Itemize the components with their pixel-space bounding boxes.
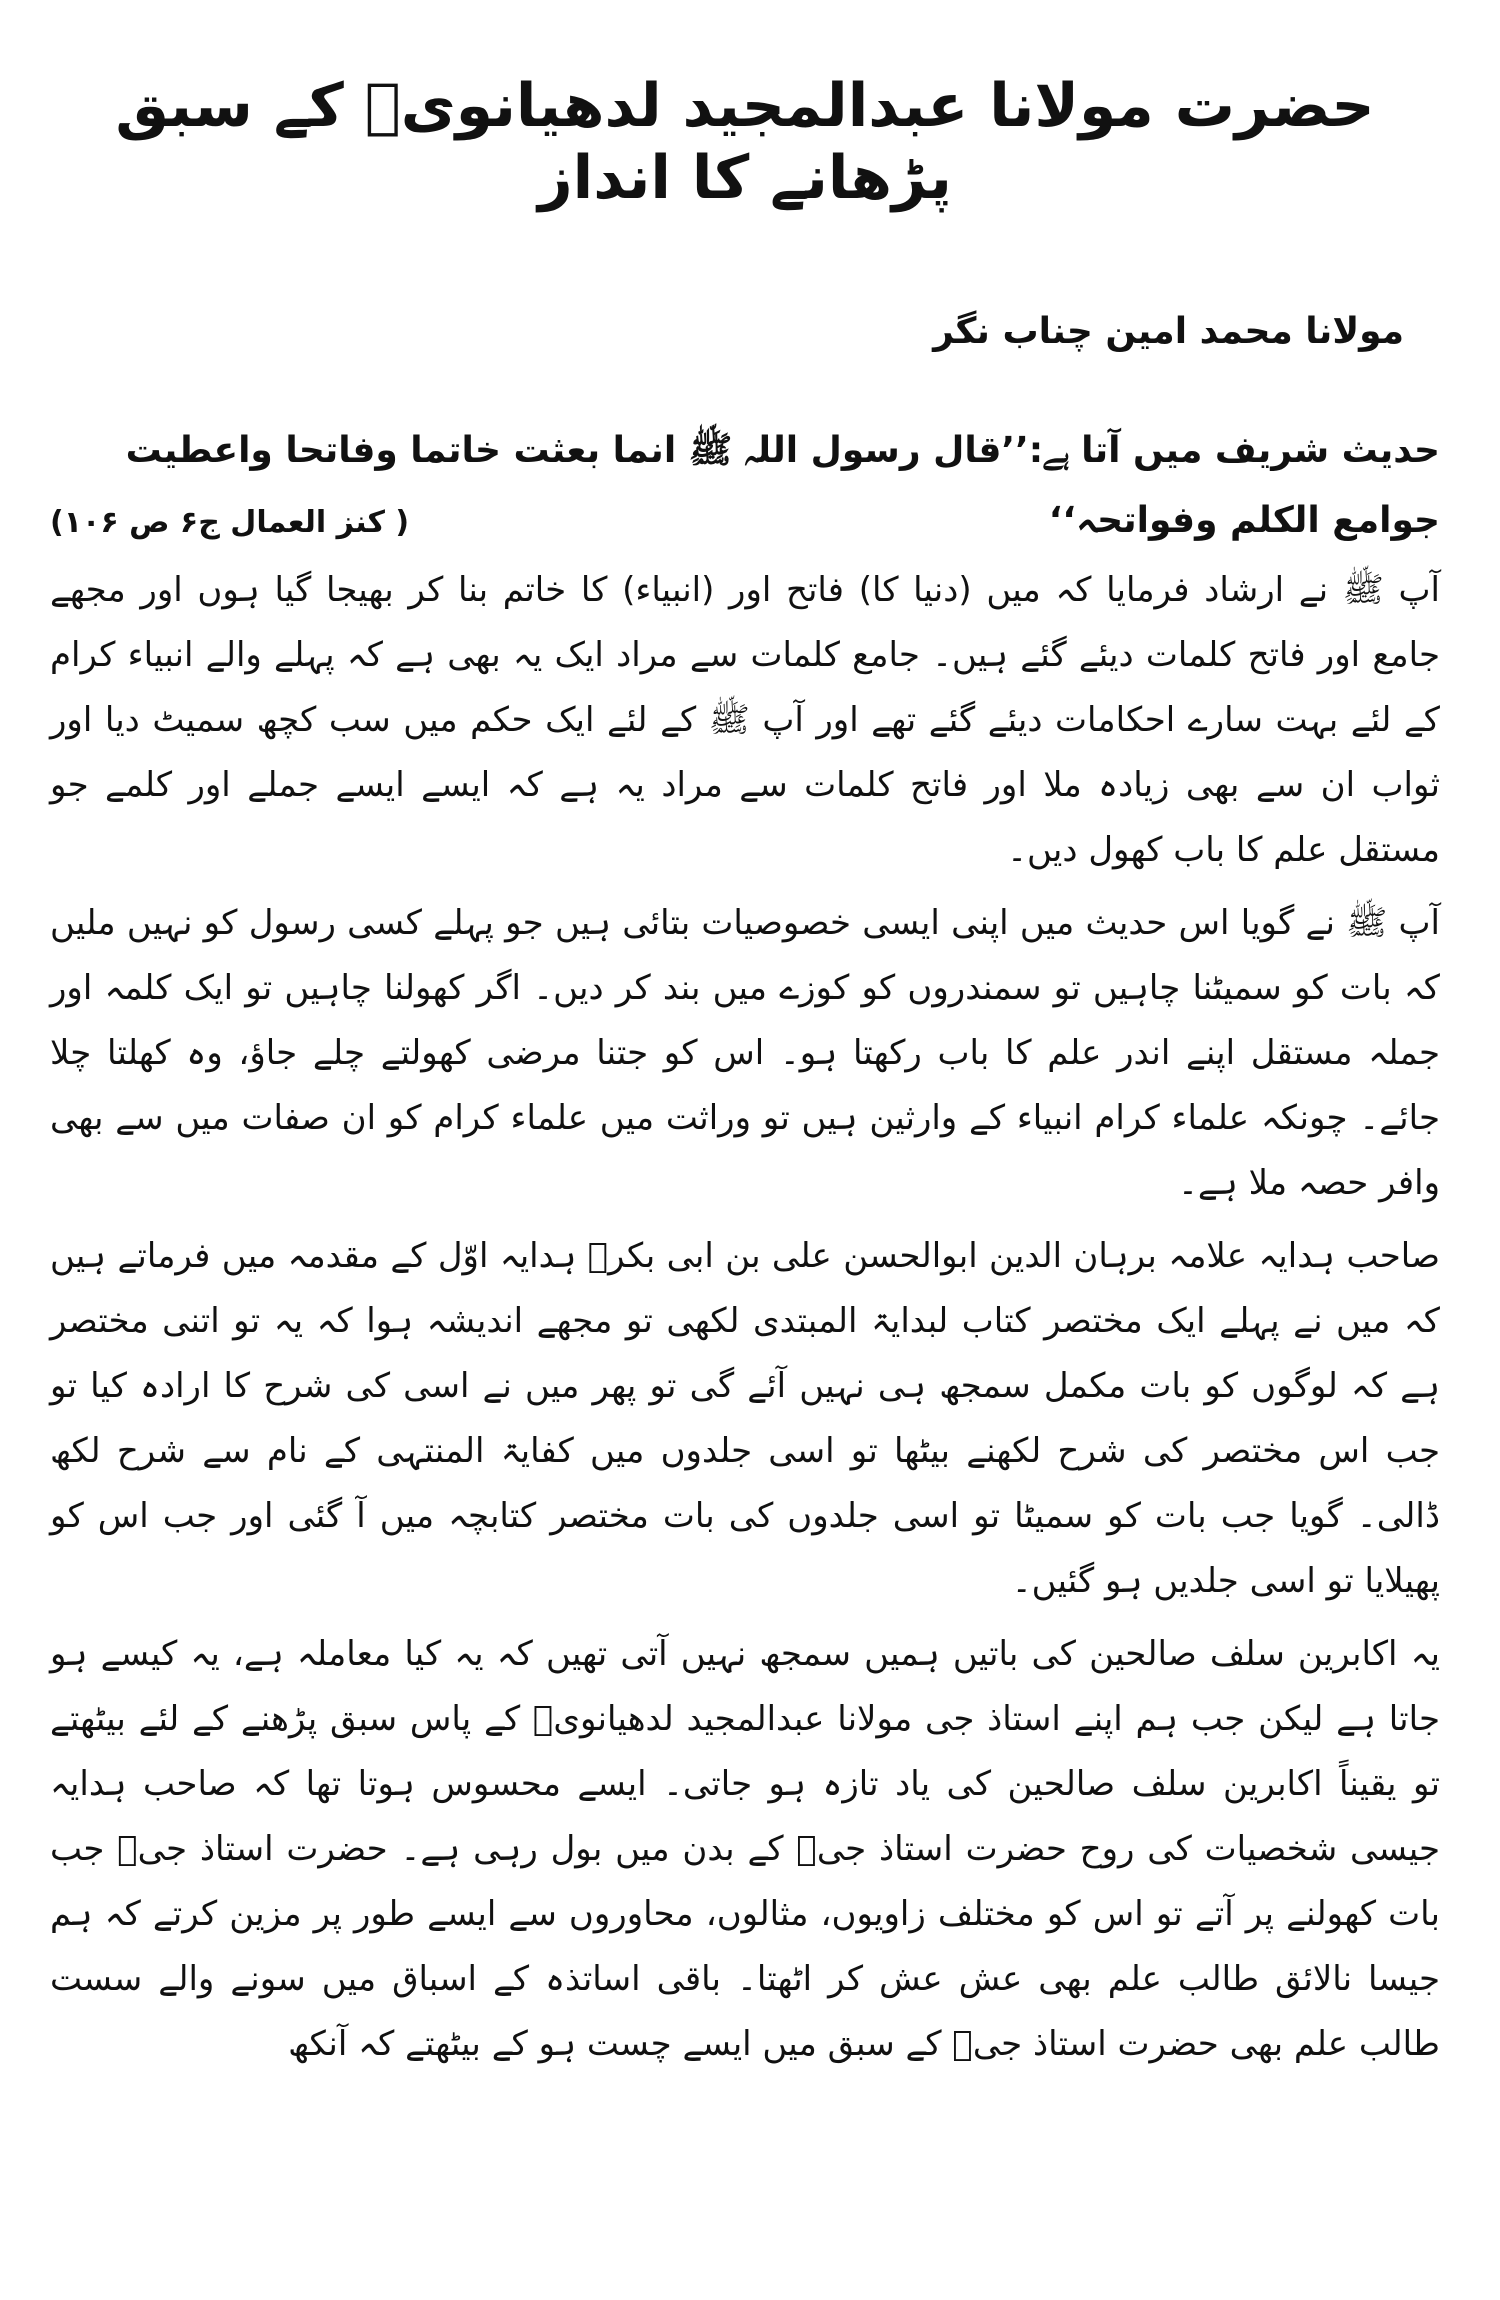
article-title: حضرت مولانا عبدالمجید لدھیانویؒ کے سبق پڑھانے کا انداز [115,71,1375,213]
body-paragraph: آپ ﷺ نے گویا اس حدیث میں اپنی ایسی خصوصیات بتائی ہیں جو پہلے کسی رسول کو نہیں ملیں کہ بات کو سمیٹنا چاہیں تو سمندروں کو کوزے میں بند کر دیں۔ اگر کھولنا چاہیں تو ایک کلمہ اور جملہ مستقل اپنے اندر علم کا باب رکھتا ہو۔ اس کو جتنا مرضی کھولتے چلے جاؤ، وہ کھلتا چلا جائے۔ چونکہ علماء کرام انبیاء کے وارثین ہیں تو وراثت میں علماء کرام کو ان صفات میں سے بھی وافر حصہ ملا ہے۔ [50,902,1440,1203]
hadith-reference: ( کنز العمال ج۶ ص ۱۰۶) [50,504,410,540]
hadith-line-2 [50,486,1440,558]
hadith-intro: حدیث شریف میں آتا ہے:’’قال رسول اللہ ﷺ انما بعثت خاتما وفاتحا واعطیت [125,429,1440,471]
author-name: مولانا محمد امین چناب نگر [933,311,1404,352]
body-paragraph: یہ اکابرین سلف صالحین کی باتیں ہمیں سمجھ نہیں آتی تھیں کہ یہ کیا معاملہ ہے، یہ کیسے ہو جاتا ہے لیکن جب ہم اپنے استاذ جی مولانا عبدالمجید لدھیانویؒ کے پاس سبق پڑھنے کے لئے بیٹھتے تو یقیناً اکابرین سلف صالحین کی یاد تازہ ہو جاتی۔ ایسے محسوس ہوتا تھا کہ صاحب ہدایہ جیسی شخصیات کی روح حضرت استاذ جیؒ کے بدن میں بول رہی ہے۔ حضرت استاذ جیؒ جب بات کھولنے پر آتے تو اس کو مختلف زاویوں، مثالوں، محاوروں سے ایسے طور پر مزین کرتے کہ ہم جیسا نالائق طالب علم بھی عش عش کر اٹھتا۔ باقی اساتذہ کے اسباق میں سونے والے سست طالب علم بھی حضرت استاذ جیؒ کے سبق میں ایسے چست ہو کے بیٹھتے کہ آنکھ [50,1633,1440,2064]
hadith-continuation: جوامع الکلم وفواتحہ‘‘ [1048,499,1440,541]
body-paragraph: صاحب ہدایہ علامہ برہان الدین ابوالحسن علی بن ابی بکرؒ ہدایہ اوّل کے مقدمہ میں فرماتے ہیں کہ میں نے پہلے ایک مختصر کتاب لبدایۃ المبتدی لکھی تو مجھے اندیشہ ہوا کہ یہ تو اتنی مختصر ہے کہ لوگوں کو بات مکمل سمجھ ہی نہیں آئے گی تو پھر میں نے اسی کی شرح کا ارادہ کیا تو جب اس مختصر کی شرح لکھنے بیٹھا تو اسی جلدوں میں کفایۃ المنتہی کے نام سے شرح لکھ ڈالی۔ گویا جب بات کو سمیٹا تو اسی جلدوں کی بات مختصر کتابچہ میں آ گئی اور جب اس کو پھیلایا تو اسی جلدیں ہو گئیں۔ [50,1235,1440,1601]
body-paragraph: آپ ﷺ نے ارشاد فرمایا کہ میں (دنیا کا) فاتح اور (انبیاء) کا خاتم بنا کر بھیجا گیا ہوں اور مجھے جامع اور فاتح کلمات دیئے گئے ہیں۔ جامع کلمات سے مراد ایک یہ بھی ہے کہ پہلے والے انبیاء کرام کے لئے بہت سارے احکامات دیئے گئے تھے اور آپ ﷺ کے لئے ایک حکم میں سب کچھ سمیٹ دیا اور ثواب ان سے بھی زیادہ ملا اور فاتح کلمات سے مراد یہ ہے کہ ایسے ایسے جملے اور کلمے جو مستقل علم کا باب کھول دیں۔ [50,569,1440,870]
hadith-quote [50,416,1440,558]
